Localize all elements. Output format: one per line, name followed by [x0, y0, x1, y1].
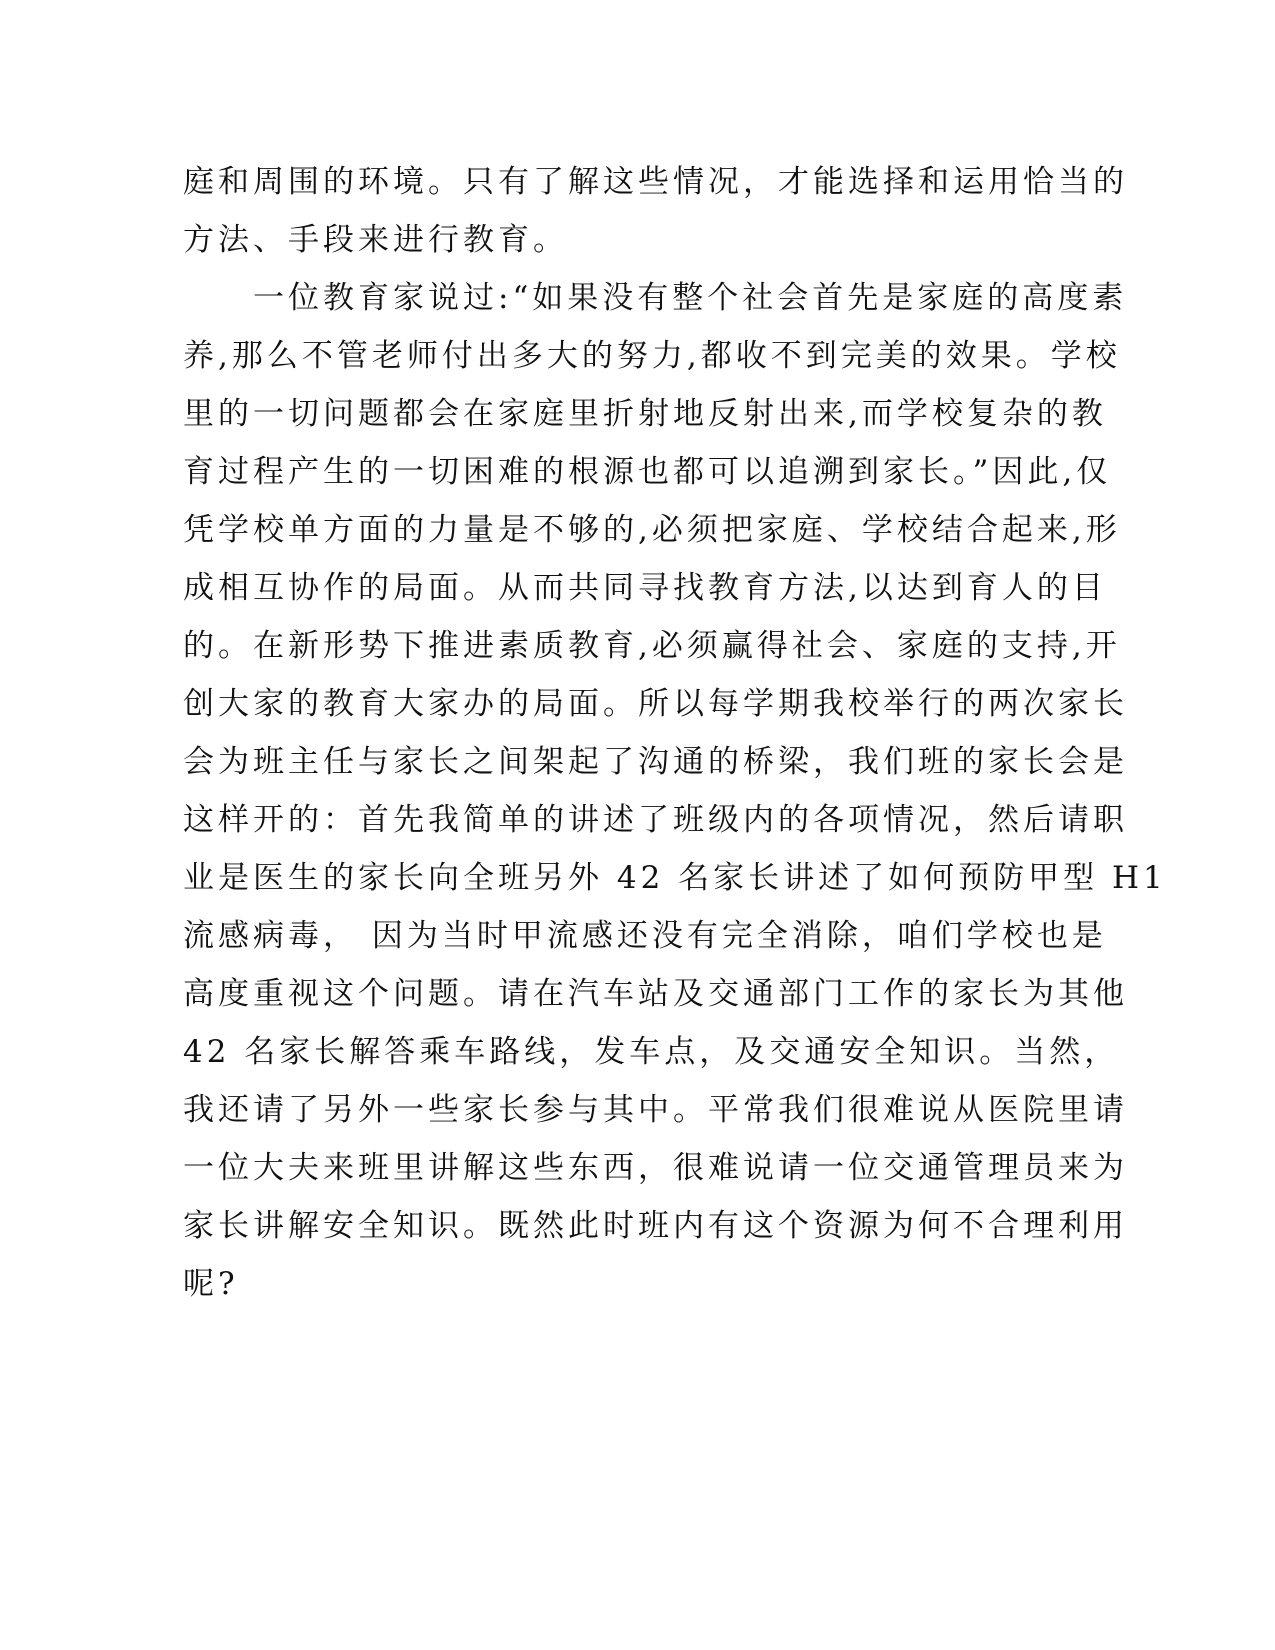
- text-line: 里的一切问题都会在家庭里折射地反射出来,而学校复杂的教: [183, 396, 1107, 432]
- text-line: 这样开的：首先我简单的讲述了班级内的各项情况，然后请职: [183, 802, 1128, 838]
- text-line: 方法、手段来进行教育。: [183, 222, 568, 258]
- text-line: 家长讲解安全知识。既然此时班内有这个资源为何不合理利用: [183, 1208, 1128, 1244]
- text-line: 的。在新形势下推进素质教育,必须赢得社会、家庭的支持,开: [183, 628, 1121, 664]
- text-line: 高度重视这个问题。请在汽车站及交通部门工作的家长为其他: [183, 976, 1128, 1012]
- text-line: 养,那么不管老师付出多大的努力,都收不到完美的效果。学校: [183, 338, 1121, 374]
- text-line: 凭学校单方面的力量是不够的,必须把家庭、学校结合起来,形: [183, 512, 1121, 548]
- text-line: 成相互协作的局面。从而共同寻找教育方法,以达到育人的目: [183, 570, 1107, 606]
- text-line: 创大家的教育大家办的局面。所以每学期我校举行的两次家长: [183, 686, 1128, 722]
- paragraph-first-line: 一位教育家说过:“如果没有整个社会首先是家庭的高度素: [253, 280, 1128, 316]
- text-line: 我还请了另外一些家长参与其中。平常我们很难说从医院里请: [183, 1092, 1128, 1128]
- text-line: 呢?: [183, 1266, 239, 1302]
- body-text: [183, 153, 1167, 1313]
- text-line: 会为班主任与家长之间架起了沟通的桥梁，我们班的家长会是: [183, 744, 1128, 780]
- text-line: 42 名家长解答乘车路线，发车点，及交通安全知识。当然，: [183, 1034, 1120, 1070]
- text-line: 业是医生的家长向全班另外 42 名家长讲述了如何预防甲型 H1: [183, 860, 1167, 896]
- text-line: 流感病毒， 因为当时甲流感还没有完全消除，咱们学校也是: [183, 918, 1107, 954]
- text-line: 庭和周围的环境。只有了解这些情况，才能选择和运用恰当的: [183, 164, 1128, 200]
- text-line: 育过程产生的一切困难的根源也都可以追溯到家长。”因此,仅: [183, 454, 1112, 490]
- text-line: 一位大夫来班里讲解这些东西，很难说请一位交通管理员来为: [183, 1150, 1128, 1186]
